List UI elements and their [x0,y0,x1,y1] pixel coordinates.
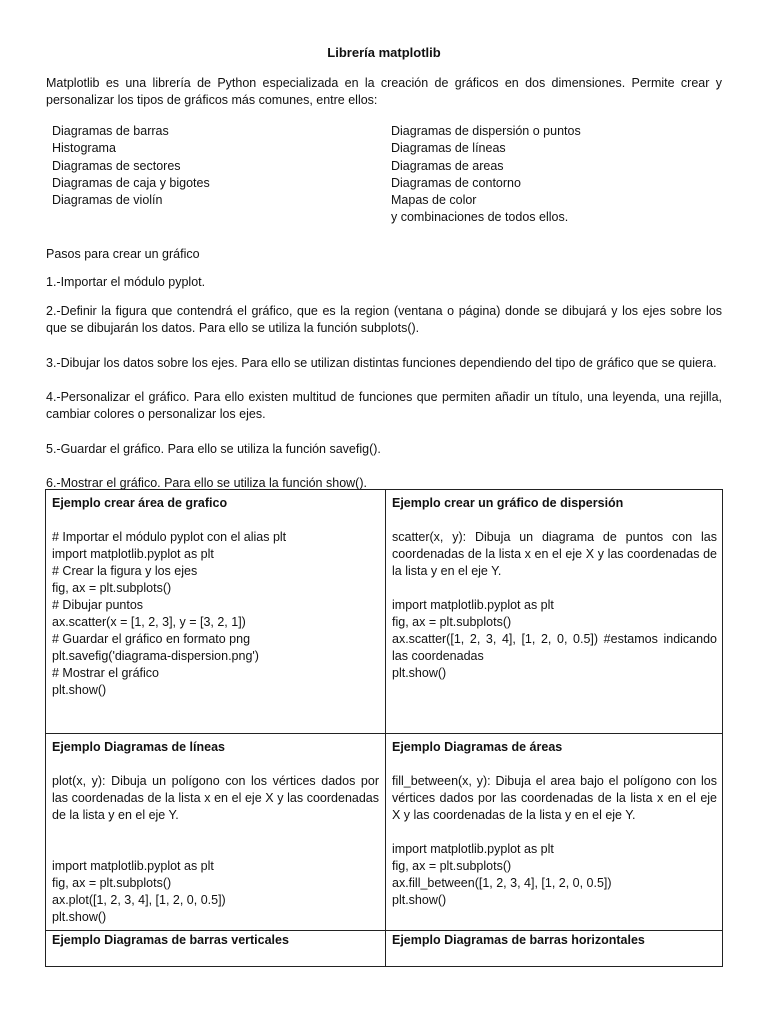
code-line: ax.fill_between([1, 2, 3, 4], [1, 2, 0, 0.5]) [392,876,612,890]
code-line: fig, ax = plt.subplots() [52,876,172,890]
code-line: ax.plot([1, 2, 3, 4], [1, 2, 0, 0.5]) [52,893,226,907]
list-item: Diagramas de areas [391,158,504,173]
example-scatter-cell [386,490,723,682]
code-line: import matplotlib.pyplot as plt [52,859,214,873]
examples-table [45,489,723,967]
example-area-title: Ejemplo crear área de grafico [52,496,228,510]
example-areas-cell [386,734,723,909]
code-line: import matplotlib.pyplot as plt [392,598,554,612]
code-line: # Importar el módulo pyplot con el alias plt [52,530,287,544]
step-2: 2.-Definir la figura que contendrá el gráfico, que es la region (ventana o página) donde se dibujará y los ejes sobre los que se dibujarán los datos. Para ello se utiliza la función subplots(). [46,304,722,335]
code-line: plt.show() [52,910,107,924]
list-item: Diagramas de dispersión o puntos [391,124,581,138]
code-line: ax.scatter(x = [1, 2, 3], y = [3, 2, 1]) [52,615,246,629]
chart-types-list-left [52,123,210,209]
step-4: 4.-Personalizar el gráfico. Para ello existen multitud de funciones que permiten añadir un título, una leyenda, una rejilla, cambiar colores o personalizar los ejes. [46,390,722,421]
list-item: Diagramas de barras [52,124,169,138]
lines-description: plot(x, y): Dibuja un polígono con los vértices dados por las coordenadas de la lista x en el eje X y las coordenadas de la lista y en el eje Y. [52,774,379,822]
list-item: Mapas de color [391,193,477,208]
code-line: fig, ax = plt.subplots() [392,615,512,629]
step-3: 3.-Dibujar los datos sobre los ejes. Para ello se utilizan distintas funciones dependiendo del tipo de gráfico que se quiera. [46,356,717,370]
code-line: fig, ax = plt.subplots() [392,859,512,873]
example-bars-vertical-cell [46,931,385,949]
example-bars-horizontal-title: Ejemplo Diagramas de barras horizontales [392,933,645,947]
code-line: ax.scatter([1, 2, 3, 4], [1, 2, 0, 0.5]) #estamos indicando las coordenadas [392,632,717,663]
steps-heading: Pasos para crear un gráfico [46,247,200,261]
list-item: Diagramas de sectores [52,158,181,173]
list-item: y combinaciones de todos ellos. [391,210,569,225]
step-1: 1.-Importar el módulo pyplot. [46,275,206,289]
code-line: # Mostrar el gráfico [52,666,159,680]
example-areas-title: Ejemplo Diagramas de áreas [392,740,563,754]
intro-paragraph: Matplotlib es una librería de Python especializada en la creación de gráficos en dos dimensiones. Permite crear y personalizar los tipos de gráficos más comunes, entre ellos: [46,76,722,107]
chart-types-list-right [391,123,581,227]
code-line: import matplotlib.pyplot as plt [392,842,554,856]
code-line: # Crear la figura y los ejes [52,564,198,578]
code-line: # Guardar el gráfico en formato png [52,632,251,646]
code-line: plt.show() [392,666,447,680]
step-6: 6.-Mostrar el gráfico. Para ello se utiliza la función show(). [46,476,367,490]
list-item: Diagramas de violín [52,193,163,208]
step-5: 5.-Guardar el gráfico. Para ello se utiliza la función savefig(). [46,442,381,456]
code-line: plt.show() [52,683,107,697]
scatter-description: scatter(x, y): Dibuja un diagrama de puntos con las coordenadas de la lista x en el eje X y las coordenadas de la lista y en el eje Y. [392,530,717,578]
list-item: Diagramas de líneas [391,141,506,156]
areas-description: fill_between(x, y): Dibuja el area bajo el polígono con los vértices dados por las coordenadas de la lista x en el eje X y las coordenadas de la lista y en el eje Y. [392,774,717,822]
code-line: fig, ax = plt.subplots() [52,581,172,595]
list-item: Diagramas de contorno [391,175,521,190]
list-item: Histograma [52,141,116,156]
example-lines-cell [46,734,385,926]
list-item: Diagramas de caja y bigotes [52,175,210,190]
code-line: plt.show() [392,893,447,907]
page-title: Librería matplotlib [327,45,441,60]
example-bars-horizontal-cell [386,931,723,949]
example-area-cell [46,490,385,699]
example-bars-vertical-title: Ejemplo Diagramas de barras verticales [52,933,289,947]
example-lines-title: Ejemplo Diagramas de líneas [52,740,225,754]
code-line: # Dibujar puntos [52,598,144,612]
code-line: import matplotlib.pyplot as plt [52,547,214,561]
code-line: plt.savefig('diagrama-dispersion.png') [52,649,259,663]
example-scatter-title: Ejemplo crear un gráfico de dispersión [392,496,624,510]
